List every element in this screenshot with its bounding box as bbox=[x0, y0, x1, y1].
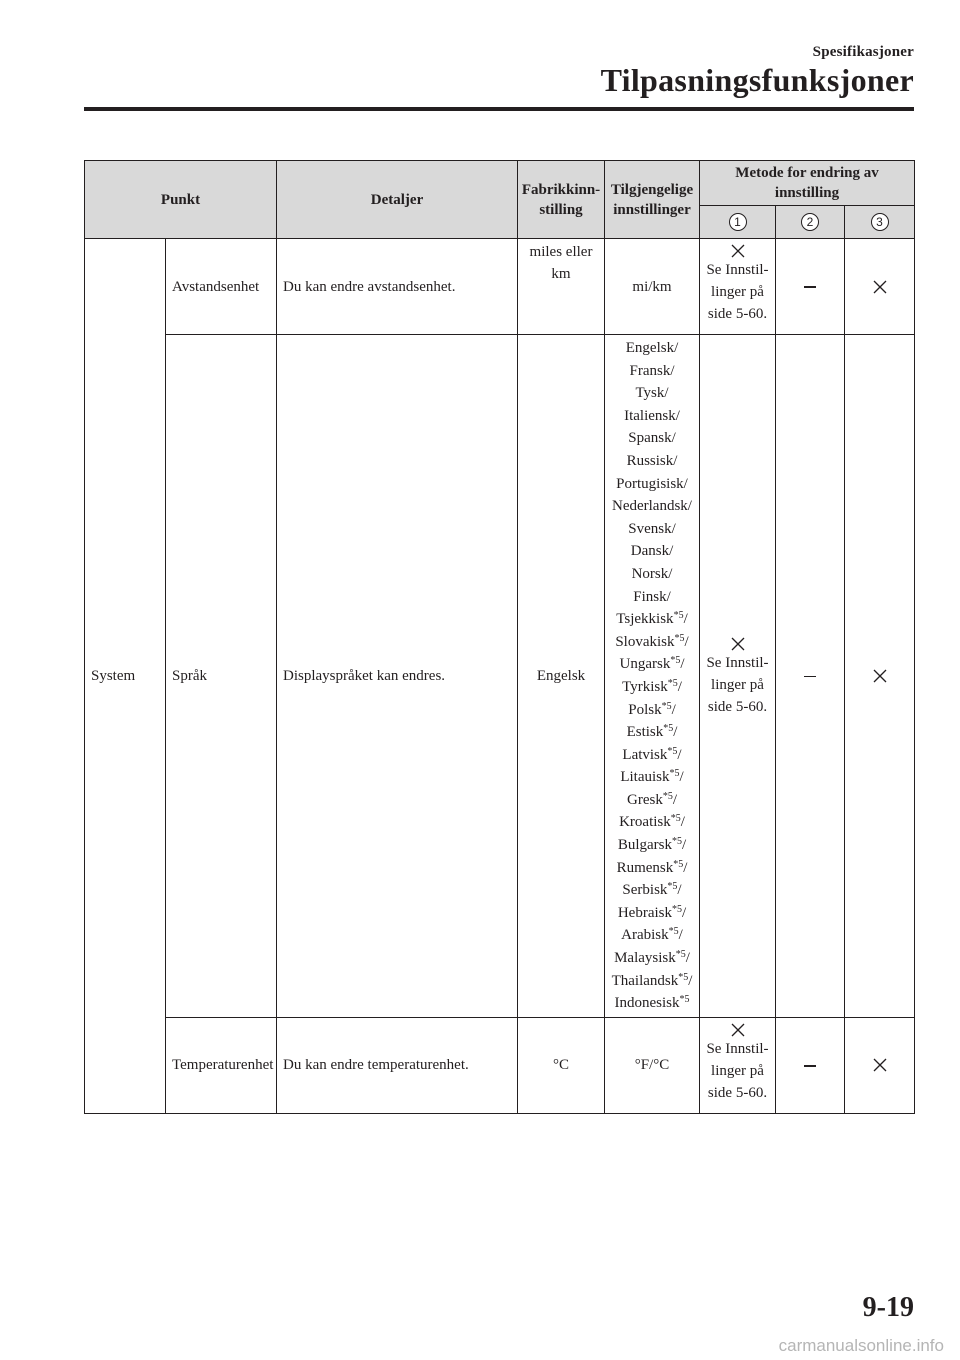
method-3-number: 3 bbox=[871, 213, 889, 231]
language-option bbox=[608, 970, 696, 993]
item-cell: Temperaturenhet bbox=[166, 1017, 277, 1113]
language-option bbox=[608, 676, 696, 699]
language-name: Estisk bbox=[626, 724, 664, 741]
footnote-marker: *5 bbox=[679, 994, 690, 1006]
language-separator: / bbox=[683, 859, 688, 876]
dash-mark bbox=[804, 1065, 816, 1067]
method-1-cell bbox=[700, 239, 776, 335]
language-name: Gresk bbox=[627, 791, 663, 808]
category-cell: System bbox=[85, 239, 166, 1114]
language-option bbox=[608, 405, 696, 428]
method-2-cell bbox=[776, 1017, 845, 1113]
item-cell: Språk bbox=[166, 335, 277, 1018]
x-mark-icon bbox=[872, 279, 888, 295]
footnote-marker: *5 bbox=[671, 903, 682, 915]
method-1-cell bbox=[700, 1017, 776, 1113]
footnote-marker: *5 bbox=[673, 858, 684, 870]
language-name: Bulgarsk bbox=[617, 837, 672, 854]
language-name: Serbisk bbox=[622, 882, 668, 899]
language-option bbox=[608, 924, 696, 947]
language-separator: / bbox=[671, 701, 676, 718]
language-option bbox=[608, 360, 696, 383]
default-cell: °C bbox=[518, 1017, 605, 1113]
language-name: Hebraisk bbox=[617, 904, 672, 921]
watermark: carmanualsonline.info bbox=[778, 1336, 944, 1355]
language-option bbox=[608, 653, 696, 676]
language-option bbox=[608, 947, 696, 970]
page-title: Tilpasningsfunksjoner bbox=[600, 62, 914, 98]
header-fabrikkinnstilling bbox=[518, 161, 605, 239]
language-name: Svensk/ bbox=[628, 520, 676, 537]
header-tilgjengelige bbox=[605, 161, 700, 239]
language-name: Latvisk bbox=[622, 746, 668, 763]
language-name: Tysk/ bbox=[635, 385, 669, 402]
ref-line2: linger på bbox=[711, 676, 764, 693]
footnote-marker: *5 bbox=[673, 610, 684, 622]
language-name: Nederlandsk/ bbox=[612, 498, 692, 515]
x-mark-icon bbox=[730, 636, 746, 652]
x-mark-icon bbox=[730, 243, 746, 259]
footnote-marker: *5 bbox=[669, 768, 680, 780]
language-name: Engelsk/ bbox=[625, 340, 679, 356]
method-1-number: 1 bbox=[729, 213, 747, 231]
dash-mark bbox=[804, 286, 816, 288]
header-method-2 bbox=[776, 206, 845, 239]
language-separator: / bbox=[680, 656, 685, 673]
header-rule bbox=[84, 107, 914, 111]
method-3-cell bbox=[845, 335, 915, 1018]
default-cell bbox=[518, 239, 605, 335]
footnote-marker: *5 bbox=[667, 677, 678, 689]
language-separator: / bbox=[683, 611, 688, 628]
footnote-marker: *5 bbox=[670, 655, 681, 667]
language-option bbox=[608, 902, 696, 925]
language-name: Indonesisk bbox=[614, 995, 680, 1012]
language-separator: / bbox=[682, 837, 687, 854]
ref-line2: linger på bbox=[711, 284, 764, 300]
footnote-marker: *5 bbox=[663, 723, 674, 735]
language-name: Thailandsk bbox=[611, 972, 679, 989]
ref-line2: linger på bbox=[711, 1062, 764, 1079]
ref-line1: Se Innstil- bbox=[706, 654, 769, 671]
item-cell: Avstandsenhet bbox=[166, 239, 277, 335]
language-separator: / bbox=[678, 927, 683, 944]
footnote-marker: *5 bbox=[672, 836, 682, 848]
header-method-3 bbox=[845, 206, 915, 239]
language-separator: / bbox=[688, 972, 693, 989]
footnote-marker: *5 bbox=[667, 745, 678, 757]
language-option bbox=[608, 427, 696, 450]
language-option bbox=[608, 992, 696, 1015]
header-method-1 bbox=[700, 206, 776, 239]
language-name: Dansk/ bbox=[630, 543, 674, 560]
language-option bbox=[608, 857, 696, 880]
x-mark-icon bbox=[730, 1022, 746, 1038]
language-name: Russisk/ bbox=[626, 452, 678, 469]
language-option bbox=[608, 495, 696, 518]
language-name: Litauisk bbox=[620, 769, 670, 786]
language-option bbox=[608, 789, 696, 812]
footnote-marker: *5 bbox=[670, 813, 681, 825]
language-name: Kroatisk bbox=[619, 814, 671, 831]
footnote-marker: *5 bbox=[678, 971, 689, 983]
language-option bbox=[608, 834, 696, 857]
language-name: Norsk/ bbox=[631, 565, 673, 582]
table-row bbox=[85, 335, 915, 1018]
header-fabrikkinn-line1: Fabrikkinn- bbox=[521, 181, 601, 198]
method-2-cell bbox=[776, 335, 845, 1018]
ref-line1: Se Innstil- bbox=[706, 262, 769, 278]
language-option bbox=[608, 586, 696, 609]
language-name: Ungarsk bbox=[619, 656, 671, 673]
customization-table bbox=[84, 160, 915, 1114]
language-option bbox=[608, 631, 696, 654]
language-option bbox=[608, 608, 696, 631]
default-line2: km bbox=[551, 266, 571, 282]
method-3-cell bbox=[845, 1017, 915, 1113]
x-mark-icon bbox=[872, 668, 888, 684]
language-separator: / bbox=[677, 678, 682, 695]
language-name: Spansk/ bbox=[628, 430, 676, 447]
default-cell: Engelsk bbox=[518, 335, 605, 1018]
language-name: Polsk bbox=[628, 701, 662, 718]
language-option bbox=[608, 744, 696, 767]
method-2-number: 2 bbox=[801, 213, 819, 231]
header-tilgjengelige-line2: innstillinger bbox=[613, 201, 691, 218]
dash-mark bbox=[804, 676, 816, 678]
method-2-cell bbox=[776, 239, 845, 335]
details-cell: Du kan endre temperaturenhet. bbox=[277, 1017, 518, 1113]
language-option bbox=[608, 563, 696, 586]
language-name: Rumensk bbox=[616, 859, 674, 876]
header-metode: Metode for endring av innstilling bbox=[700, 161, 915, 206]
language-separator: / bbox=[677, 882, 682, 899]
language-name: Arabisk bbox=[621, 927, 669, 944]
x-mark-icon bbox=[872, 1057, 888, 1073]
language-option bbox=[608, 518, 696, 541]
header-fabrikkinn-line2: stilling bbox=[539, 201, 583, 218]
section-label: Spesifikasjoner bbox=[812, 44, 914, 60]
details-cell: Displayspråket kan endres. bbox=[277, 335, 518, 1018]
language-option bbox=[608, 766, 696, 789]
language-separator: / bbox=[672, 791, 677, 808]
language-name: Finsk/ bbox=[633, 588, 671, 605]
language-option bbox=[608, 811, 696, 834]
table-row bbox=[85, 1017, 915, 1113]
ref-line3: side 5-60. bbox=[707, 1084, 768, 1101]
ref-line1: Se Innstil- bbox=[706, 1040, 769, 1057]
language-separator: / bbox=[679, 769, 684, 786]
ref-line3: side 5-60. bbox=[707, 306, 768, 322]
footnote-marker: *5 bbox=[674, 632, 685, 644]
language-separator: / bbox=[677, 746, 682, 763]
language-separator: / bbox=[684, 633, 689, 650]
page-number: 9-19 bbox=[862, 1292, 914, 1323]
language-option bbox=[608, 879, 696, 902]
language-option bbox=[608, 721, 696, 744]
language-option bbox=[608, 473, 696, 496]
header-tilgjengelige-line1: Tilgjengelige bbox=[610, 181, 694, 198]
table-row bbox=[85, 239, 915, 335]
language-name: Fransk/ bbox=[629, 362, 675, 379]
language-separator: / bbox=[680, 814, 685, 831]
language-name: Portugisisk/ bbox=[616, 475, 688, 492]
language-option bbox=[608, 699, 696, 722]
language-option bbox=[608, 382, 696, 405]
header-punkt: Punkt bbox=[85, 161, 277, 239]
default-line1: miles eller bbox=[529, 244, 593, 260]
language-option bbox=[608, 450, 696, 473]
options-cell: °F/°C bbox=[605, 1017, 700, 1113]
language-separator: / bbox=[681, 904, 687, 921]
footnote-marker: *5 bbox=[675, 949, 686, 961]
language-separator: / bbox=[673, 724, 678, 741]
languages-cell bbox=[605, 335, 700, 1018]
header-detaljer: Detaljer bbox=[277, 161, 518, 239]
language-name: Malaysisk bbox=[614, 950, 676, 967]
language-option bbox=[608, 337, 696, 360]
footnote-marker: *5 bbox=[667, 881, 678, 893]
footnote-marker: *5 bbox=[661, 700, 672, 712]
ref-line3: side 5-60. bbox=[707, 698, 768, 715]
details-cell: Du kan endre avstandsenhet. bbox=[277, 239, 518, 335]
method-1-cell bbox=[700, 335, 776, 1018]
language-name: Tsjekkisk bbox=[616, 611, 674, 628]
footnote-marker: *5 bbox=[662, 790, 673, 802]
language-name: Italiensk/ bbox=[624, 407, 680, 424]
language-separator: / bbox=[685, 950, 690, 967]
language-name: Tyrkisk bbox=[622, 678, 668, 695]
footnote-marker: *5 bbox=[668, 926, 679, 938]
language-option bbox=[608, 540, 696, 563]
method-3-cell bbox=[845, 239, 915, 335]
options-cell: mi/km bbox=[605, 239, 700, 335]
language-name: Slovakisk bbox=[615, 633, 675, 650]
